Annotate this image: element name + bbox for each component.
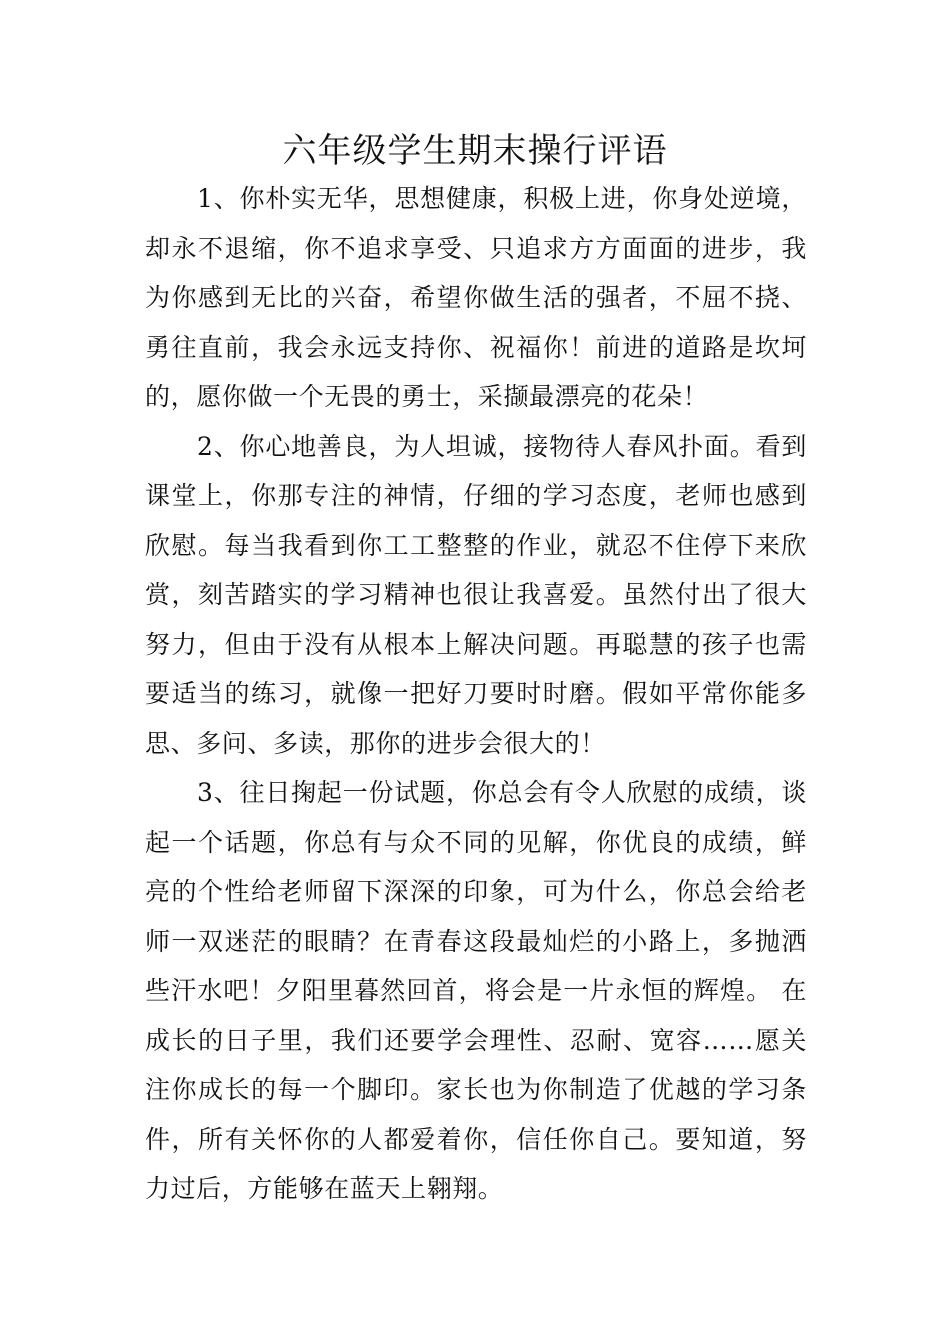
comment-paragraph-2: 2、你心地善良，为人坦诚，接物待人春风扑面。看到课堂上，你那专注的神情，仔细的学习态度，老师也感到欣慰。每当我看到你工工整整的作业，就忍不住停下来欣赏，刻苦踏实的学习精神也很让我喜爱。虽然付出了很大努力，但由于没有从根本上解决问题。再聪慧的孩子也需要适当的练习，就像一把好刀要时时磨。假如平常你能多思、多问、多读，那你的进步会很大的！ (145, 431, 807, 758)
document-title: 六年级学生期末操行评语 (282, 131, 668, 171)
document-body (145, 174, 807, 1214)
comment-paragraph-1: 1、你朴实无华，思想健康，积极上进，你身处逆境，却永不退缩，你不追求享受、只追求方方面面的进步，我为你感到无比的兴奋，希望你做生活的强者，不屈不挠、勇往直前，我会永远支持你、祝福你！前进的道路是坎坷的，愿你做一个无畏的勇士，采撷最漂亮的花朵！ (145, 184, 807, 411)
comment-paragraph-3: 3、往日掬起一份试题，你总会有令人欣慰的成绩，谈起一个话题，你总有与众不同的见解，你优良的成绩，鲜亮的个性给老师留下深深的印象，可为什么，你总会给老师一双迷茫的眼睛？在青春这段最灿烂的小路上，多抛洒些汗水吧！夕阳里暮然回首，将会是一片永恒的辉煌。 在成长的日子里，我们还要学会理性、忍耐、宽容……愿关注你成长的每一个脚印。家长也为你制造了优越的学习条件，所有关怀你的人都爱着你，信任你自己。要知道，努力过后，方能够在蓝天上翱翔。 (145, 778, 807, 1203)
